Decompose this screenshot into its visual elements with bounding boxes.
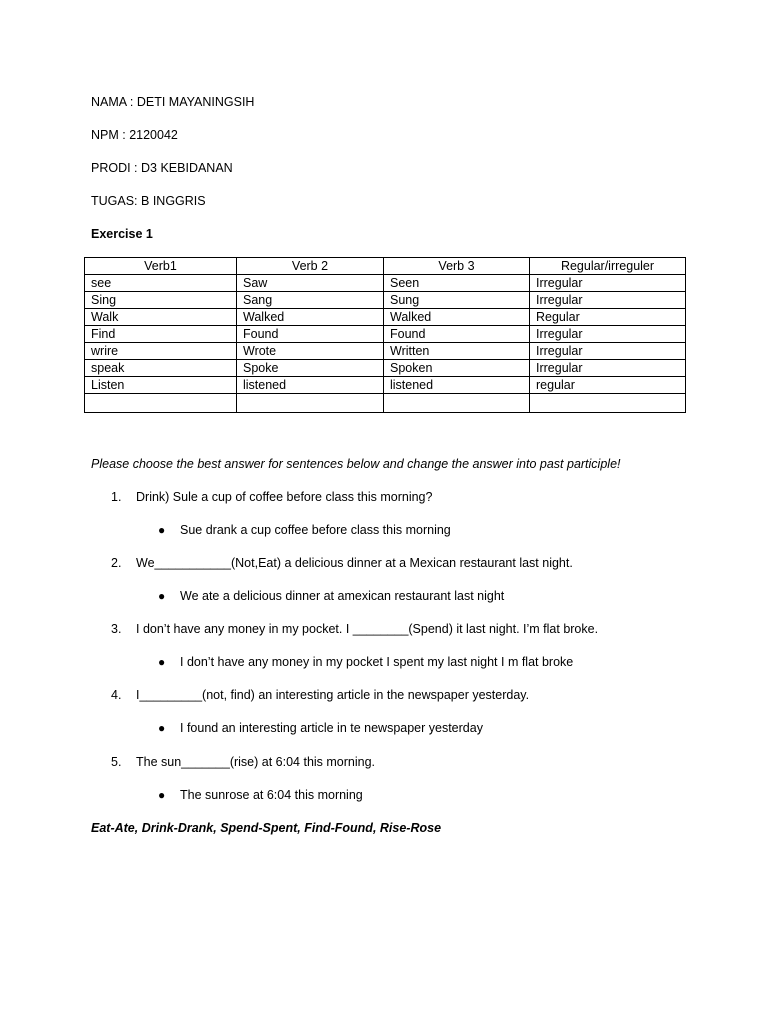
table-cell: Spoken — [384, 360, 530, 377]
answer-text: The sunrose at 6:04 this morning — [180, 788, 363, 802]
instruction-text: Please choose the best answer for sentences below and change the answer into past participle! — [91, 457, 621, 471]
table-cell: speak — [85, 360, 237, 377]
verb-table — [84, 257, 686, 413]
question-text: We___________(Not,Eat) a delicious dinner at a Mexican restaurant last night. — [136, 556, 573, 570]
table-cell: Irregular — [530, 343, 686, 360]
table-cell: Sang — [237, 292, 384, 309]
question-number: 5. — [111, 755, 122, 769]
table-cell: regular — [530, 377, 686, 394]
table-header-cell: Regular/irreguler — [530, 258, 686, 275]
table-cell — [530, 394, 686, 413]
table-cell: Sing — [85, 292, 237, 309]
exercise-heading: Exercise 1 — [91, 227, 153, 241]
table-cell: listened — [237, 377, 384, 394]
table-row — [85, 377, 686, 394]
table-cell: listened — [384, 377, 530, 394]
student-name: NAMA : DETI MAYANINGSIH — [91, 95, 255, 109]
table-cell: Find — [85, 326, 237, 343]
answer-text: I found an interesting article in te newspaper yesterday — [180, 721, 483, 735]
table-cell — [384, 394, 530, 413]
question-text: I_________(not, find) an interesting article in the newspaper yesterday. — [136, 688, 530, 702]
table-cell — [85, 394, 237, 413]
answer-text: I don’t have any money in my pocket I spent my last night I m flat broke — [180, 655, 574, 669]
table-row — [85, 343, 686, 360]
question-text: Drink) Sule a cup of coffee before class this morning? — [136, 490, 433, 504]
question-text: I don’t have any money in my pocket. I ________(Spend) it last night. I’m flat broke. — [136, 622, 599, 636]
table-cell — [237, 394, 384, 413]
table-cell: Wrote — [237, 343, 384, 360]
table-cell: Irregular — [530, 275, 686, 292]
table-cell: Seen — [384, 275, 530, 292]
study-program: PRODI : D3 KEBIDANAN — [91, 161, 233, 175]
table-cell: Walked — [384, 309, 530, 326]
table-row-empty — [85, 394, 686, 413]
table-row — [85, 309, 686, 326]
table-cell: Written — [384, 343, 530, 360]
verb-forms-summary: Eat-Ate, Drink-Drank, Spend-Spent, Find-Found, Rise-Rose — [91, 821, 442, 835]
bullet-icon: ● — [158, 721, 166, 735]
bullet-icon: ● — [158, 589, 166, 603]
table-cell: Found — [384, 326, 530, 343]
table-header-row — [85, 258, 686, 275]
question-text: The sun_______(rise) at 6:04 this morning. — [136, 755, 376, 769]
bullet-icon: ● — [158, 788, 166, 802]
table-cell: Regular — [530, 309, 686, 326]
bullet-icon: ● — [158, 523, 166, 537]
table-cell: Irregular — [530, 360, 686, 377]
table-cell: Walk — [85, 309, 237, 326]
answer-text: Sue drank a cup coffee before class this morning — [180, 523, 451, 537]
table-cell: Walked — [237, 309, 384, 326]
assignment-title: TUGAS: B INGGRIS — [91, 194, 206, 208]
bullet-icon: ● — [158, 655, 166, 669]
question-number: 1. — [111, 490, 122, 504]
table-header-cell: Verb1 — [85, 258, 237, 275]
table-cell: Irregular — [530, 326, 686, 343]
student-npm: NPM : 2120042 — [91, 128, 178, 142]
table-cell: Saw — [237, 275, 384, 292]
answer-text: We ate a delicious dinner at amexican restaurant last night — [180, 589, 505, 603]
question-number: 3. — [111, 622, 122, 636]
table-row — [85, 275, 686, 292]
table-header-cell: Verb 3 — [384, 258, 530, 275]
table-row — [85, 292, 686, 309]
table-cell: Spoke — [237, 360, 384, 377]
table-cell: Found — [237, 326, 384, 343]
table-header-cell: Verb 2 — [237, 258, 384, 275]
table-cell: wrire — [85, 343, 237, 360]
table-cell: Sung — [384, 292, 530, 309]
table-row — [85, 326, 686, 343]
question-number: 2. — [111, 556, 122, 570]
question-number: 4. — [111, 688, 122, 702]
table-cell: Listen — [85, 377, 237, 394]
table-cell: see — [85, 275, 237, 292]
table-row — [85, 360, 686, 377]
table-cell: Irregular — [530, 292, 686, 309]
